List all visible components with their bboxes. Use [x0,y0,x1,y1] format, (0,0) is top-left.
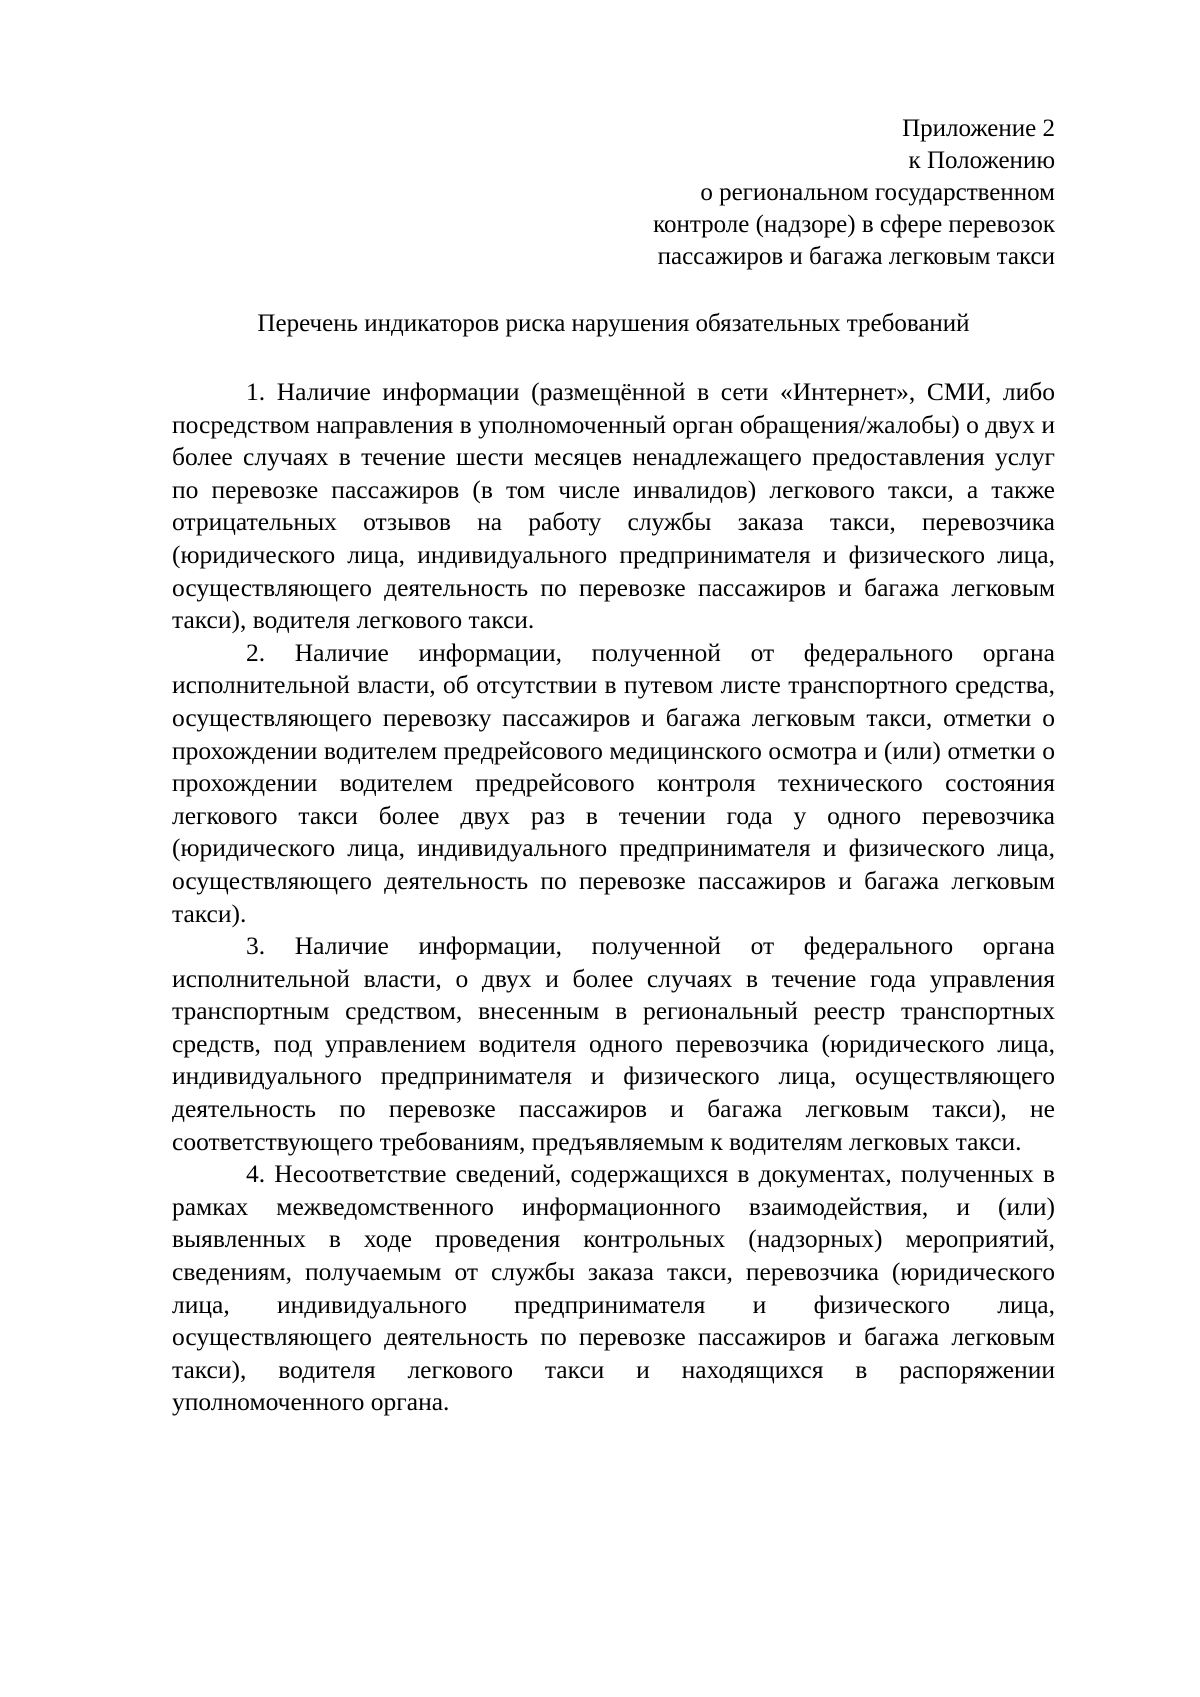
document-title: Перечень индикаторов риска нарушения обязательных требований [257,310,970,337]
list-item: 3. Наличие информации, полученной от федерального органа исполнительной власти, о двух и более случаях в течение года управления транспортным средством, внесенным в региональный реестр транспортных средств, под управлением водителя одного перевозчика (юридического лица, индивидуального предпринимателя и физического лица, осуществляющего деятельность по перевозке пассажиров и багажа легковым такси), не соответствующего требованиям, предъявляемым к водителям легковых такси. [172,931,1055,1156]
list-item: 1. Наличие информации (размещённой в сети «Интернет», СМИ, либо посредством направления в уполномоченный орган обращения/жалобы) о двух и более случаях в течение шести месяцев ненадлежащего предоставления услуг по перевозке пассажиров (в том числе инвалидов) легкового такси, а также отрицательных отзывов на работу службы заказа такси, перевозчика (юридического лица, индивидуального предпринимателя и физического лица, осуществляющего деятельность по перевозке пассажиров и багажа легковым такси), водителя легкового такси. [172,377,1055,635]
appendix-line: контроле (надзоре) в сфере перевозок [653,211,1055,238]
list-item: 4. Несоответствие сведений, содержащихся в документах, полученных в рамках межведомственного информационного взаимодействия, и (или) выявленных в ходе проведения контрольных (надзорных) мероприятий, сведениям, получаемым от службы заказа такси, перевозчика (юридического лица, индивидуального предпринимателя и физического лица, осуществляющего деятельность по перевозке пассажиров и багажа легковым такси), водителя легкового такси и находящихся в распоряжении уполномоченного органа. [172,1159,1055,1417]
document-body [172,376,1055,1419]
list-item: 2. Наличие информации, полученной от федерального органа исполнительной власти, об отсутствии в путевом листе транспортного средства, осуществляющего перевозку пассажиров и багажа легковым такси, отметки о прохождении водителем предрейсового медицинского осмотра и (или) отметки о прохождении водителем предрейсового контроля технического состояния легкового такси более двух раз в течении года у одного перевозчика (юридического лица, индивидуального предпринимателя и физического лица, осуществляющего деятельность по перевозке пассажиров и багажа легковым такси). [172,637,1055,928]
appendix-line: к Положению [908,147,1055,174]
appendix-line: пассажиров и багажа легковым такси [657,243,1055,270]
appendix-header [495,113,1055,273]
appendix-line: о региональном государственном [700,179,1055,206]
appendix-line: Приложение 2 [902,115,1055,142]
